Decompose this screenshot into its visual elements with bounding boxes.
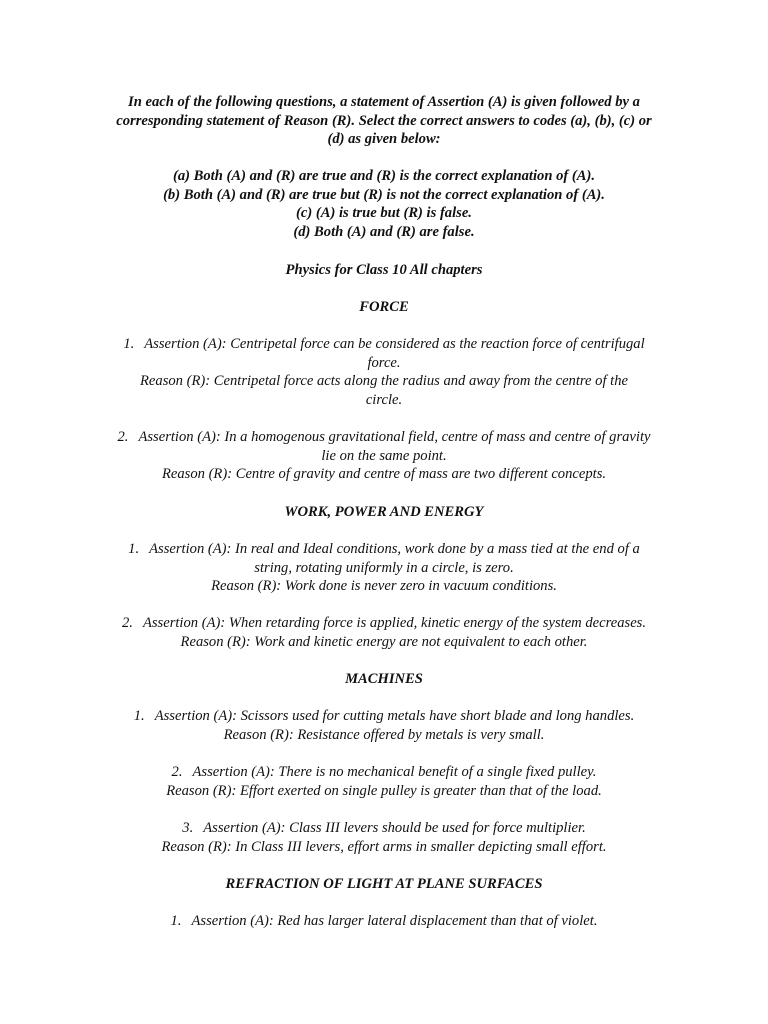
document-subtitle: Physics for Class 10 All chapters (285, 262, 483, 278)
code-a: (a) Both (A) and (R) are true and (R) is the correct explanation of (A). (172, 168, 595, 184)
item-number: 2. (117, 429, 129, 445)
work-item-2 (0, 614, 768, 651)
item-number: 3. (182, 820, 194, 836)
code-c: (c) (A) is true but (R) is false. (296, 205, 472, 222)
item-number: 1. (170, 913, 182, 929)
assertion-line: 1. Assertion (A): In real and Ideal conditions, work done by a mass tied at the end of a (128, 541, 640, 557)
section-heading-force: FORCE (359, 299, 409, 315)
machines-item-3 (0, 819, 768, 856)
assertion-line: 2. Assertion (A): There is no mechanical benefit of a single fixed pulley. (171, 764, 597, 780)
code-d: (d) Both (A) and (R) are false. (293, 223, 475, 240)
reason-line: Reason (R): Resistance offered by metals is very small. (223, 726, 545, 743)
section-heading-machines: MACHINES (345, 671, 423, 687)
instructions-line: (d) as given below: (327, 131, 441, 148)
assertion-line: 2. Assertion (A): In a homogenous gravitational field, centre of mass and centre of gravity (117, 429, 651, 445)
assertion-line: 1. Assertion (A): Centripetal force can be considered as the reaction force of centrifugal (123, 336, 645, 352)
answer-codes (0, 167, 768, 241)
assertion-line: 3. Assertion (A): Class III levers should be used for force multiplier. (182, 820, 586, 836)
item-number: 1. (128, 541, 140, 557)
assertion-line: string, rotating uniformly in a circle, is zero. (254, 559, 514, 576)
machines-item-1 (0, 707, 768, 744)
item-number: 2. (171, 764, 183, 780)
instructions-line: corresponding statement of Reason (R). Select the correct answers to codes (a), (b), (c) or (116, 112, 652, 129)
item-number: 1. (133, 708, 145, 724)
assertion-line: force. (367, 354, 401, 371)
code-b: (b) Both (A) and (R) are true but (R) is not the correct explanation of (A). (163, 186, 605, 203)
instructions-paragraph (0, 93, 768, 149)
section-heading-refraction: REFRACTION OF LIGHT AT PLANE SURFACES (225, 876, 543, 892)
force-item-1 (0, 335, 768, 409)
item-number: 2. (121, 615, 133, 631)
force-item-2 (0, 428, 768, 484)
assertion-line: 1. Assertion (A): Red has larger lateral displacement than that of violet. (170, 913, 598, 929)
reason-line: Reason (R): Centre of gravity and centre of mass are two different concepts. (161, 466, 607, 483)
assertion-line: 1. Assertion (A): Scissors used for cutting metals have short blade and long handles. (133, 708, 635, 724)
reason-line: Reason (R): Effort exerted on single pulley is greater than that of the load. (166, 782, 602, 799)
refraction-item-1 (0, 912, 768, 931)
reason-line: Reason (R): Work done is never zero in vacuum conditions. (211, 578, 557, 595)
reason-line: Reason (R): Centripetal force acts along the radius and away from the centre of the (140, 373, 628, 390)
reason-line: Reason (R): Work and kinetic energy are not equivalent to each other. (180, 633, 588, 650)
section-heading-work-power-energy: WORK, POWER AND ENERGY (284, 504, 484, 520)
machines-item-2 (0, 763, 768, 800)
reason-line: circle. (365, 391, 403, 408)
item-number: 1. (123, 336, 135, 352)
work-item-1 (0, 540, 768, 596)
reason-line: Reason (R): In Class III levers, effort arms in smaller depicting small effort. (161, 838, 607, 855)
instructions-line: In each of the following questions, a statement of Assertion (A) is given followed by a (128, 94, 640, 110)
assertion-line: 2. Assertion (A): When retarding force is applied, kinetic energy of the system decreases. (121, 615, 647, 631)
assertion-line: lie on the same point. (321, 447, 447, 464)
